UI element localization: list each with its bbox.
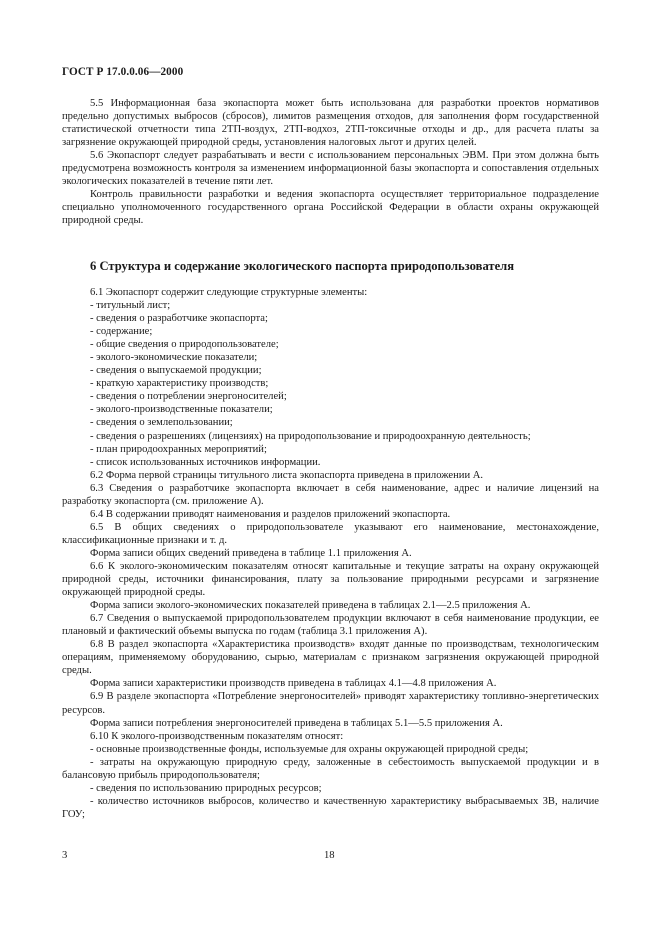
list-item: - сведения о разработчике экопаспорта;	[90, 313, 268, 325]
section-heading: 6 Структура и содержание экологического паспорта природопользователя	[90, 259, 515, 273]
paragraph-6-7: 6.7 Сведения о выпускаемой природопользователем продукции включают в себя наименование продукции, ее плановый и фактический объемы выпуска по годам (таблица 3.1 приложения А).	[62, 613, 599, 638]
paragraph-6-8: 6.8 В раздел экопаспорта «Характеристика производств» входят данные по производствам, технологическим операциям, применяемому оборудованию, сырью, материалам с признаком загрязнения окружающей природной среды.	[62, 639, 599, 677]
list-item: - затраты на окружающую природную среду, заложенные в себестоимость выпускаемой продукции и в балансовую прибыль природопользователя;	[62, 756, 599, 781]
list-item: - сведения по использованию природных ресурсов;	[90, 782, 322, 794]
list-item: - сведения о разрешениях (лицензиях) на природопользование и природоохранную деятельность;	[90, 430, 531, 442]
paragraph-6-6: 6.6 К эколого-экономическим показателям относят капитальные и текущие затраты на охрану окружающей природной среды, источники финансирования, плату за пользование природными ресурсами и загрязнение окружающей природной среды.	[62, 560, 599, 599]
list-item: - эколого-экономические показатели;	[90, 352, 258, 364]
section-body	[62, 286, 599, 821]
list-item: - список использованных источников информации.	[90, 456, 321, 468]
paragraph-form-1-1: Форма записи общих сведений приведена в таблице 1.1 приложения А.	[90, 547, 412, 559]
list-item: - основные производственные фонды, используемые для охраны окружающей природной среды;	[90, 743, 529, 755]
paragraph-5-5: 5.5 Информационная база экопаспорта может быть использована для разработки проектов нормативов предельно допустимых выбросов (сбросов), лимитов размещения отходов, для заполнения форм государственной статистической отчетности типа 2ТП-воздух, 2ТП-водхоз, 2ТП-токсичные отходы и др., для расчета платы за загрязнение окружающей природной среды, установления налоговых льгот и других целей.	[62, 98, 599, 149]
document-header: ГОСТ Р 17.0.0.06—2000	[62, 66, 184, 78]
paragraph-6-2: 6.2 Форма первой страницы титульного листа экопаспорта приведена в приложении А.	[90, 469, 484, 481]
paragraph-control: Контроль правильности разработки и ведения экопаспорта осуществляет территориальное подразделение специально уполномоченного государственного органа Российской Федерации в области охраны окружающей природной среды.	[62, 189, 599, 227]
list-item: - содержание;	[90, 326, 153, 338]
list-item: - сведения о землепользовании;	[90, 417, 233, 429]
paragraph-6-5: 6.5 В общих сведениях о природопользователе указывают его наименование, местонахождение, классификационные признаки и т. д.	[62, 521, 599, 546]
paragraph-6-10: 6.10 К эколого-производственным показателям относят:	[90, 730, 344, 742]
list-item: - краткую характеристику производств;	[90, 378, 269, 390]
paragraph-6-4: 6.4 В содержании приводят наименования и разделов приложений экопаспорта.	[90, 508, 451, 520]
page-number: 18	[324, 850, 335, 861]
list-item: - общие сведения о природопользователе;	[90, 339, 279, 351]
list-item: - сведения о выпускаемой продукции;	[90, 365, 262, 377]
list-item: - количество источников выбросов, количество и качественную характеристику выбрасываемых ЗВ, наличие ГОУ;	[62, 795, 599, 820]
list-intro: 6.1 Экопаспорт содержит следующие структурные элементы:	[90, 287, 368, 298]
paragraph-form-4: Форма записи характеристики производств приведена в таблицах 4.1—4.8 приложения А.	[90, 678, 497, 690]
paragraph-5-6: 5.6 Экопаспорт следует разрабатывать и вести с использованием персональных ЭВМ. При этом должна быть предусмотрена возможность контроля за изменением информационной базы экопаспорта и сопоставления отдельных экологических показателей в течение пяти лет.	[62, 150, 599, 188]
paragraph-6-3: 6.3 Сведения о разработчике экопаспорта включает в себя наименование, адрес и наличие лицензий на разработку экопаспорта (см. приложение А).	[62, 482, 599, 507]
list-item: - план природоохранных мероприятий;	[90, 443, 267, 455]
list-item: - титульный лист;	[90, 300, 171, 312]
intro-block	[62, 97, 599, 227]
paragraph-form-2: Форма записи эколого-экономических показателей приведена в таблицах 2.1—2.5 приложения А.	[90, 600, 531, 612]
paragraph-6-9: 6.9 В разделе экопаспорта «Потребление энергоносителей» приводят характеристику топливно-энергетических ресурсов.	[62, 691, 599, 716]
list-item: - эколого-производственные показатели;	[90, 404, 273, 416]
paragraph-form-5: Форма записи потребления энергоносителей приведена в таблицах 5.1—5.5 приложения А.	[90, 717, 503, 729]
footer-mark: 3	[62, 850, 68, 861]
list-item: - сведения о потреблении энергоносителей;	[90, 391, 287, 403]
